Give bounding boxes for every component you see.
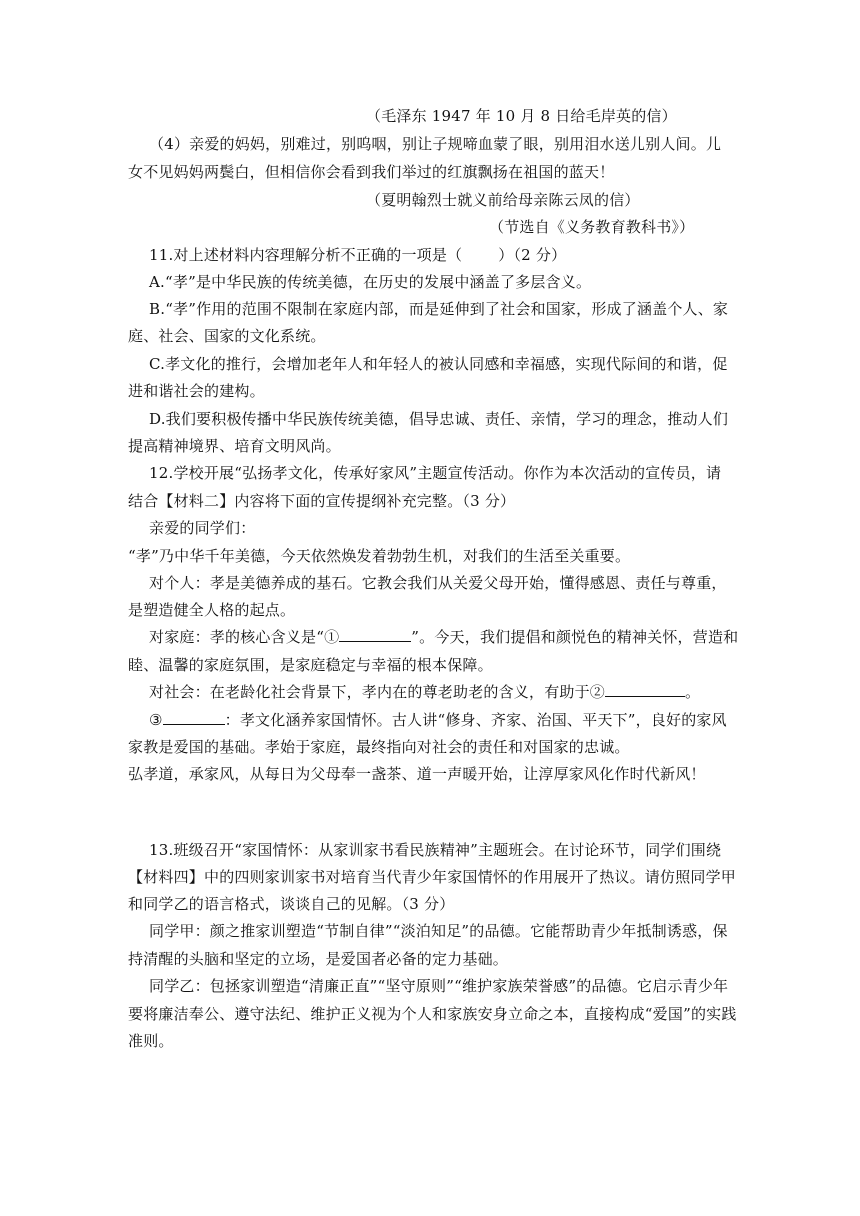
source-citation-xia: （夏明翰烈士就义前给母亲陈云凤的信） — [366, 191, 640, 209]
option-a: A.“孝”是中华民族的传统美德，在历史的发展中涵盖了多层含义。 — [149, 273, 592, 291]
student-b-line1: 同学乙：包拯家训塑造“清廉正直”“坚守原则”“维护家族荣誉感”的品德。它启示青少年 — [149, 977, 729, 995]
paragraph-letter-4-line1: （4）亲爱的妈妈，别难过，别呜咽，别让子规啼血蒙了眼，别用泪水送儿别人间。儿 — [149, 135, 722, 153]
option-d-line1: D.我们要积极传播中华民族传统美德，倡导忠诚、责任、亲情，学习的理念，推动人们 — [149, 410, 729, 428]
option-b-line1: B.“孝”作用的范围不限制在家庭内部，而是延伸到了社会和国家，形成了涵盖个人、家 — [149, 300, 729, 318]
question-13-line2: 【材料四】中的四则家训家书对培育当代青少年家国情怀的作用展开了热议。请仿照同学甲 — [128, 868, 737, 886]
outline-greeting: 亲爱的同学们： — [149, 519, 256, 537]
outline-nation-line2: 家教是爱国的基础。孝始于家庭，最终指向对社会的责任和对国家的忠诚。 — [128, 738, 630, 756]
question-12-line1: 12.学校开展“弘扬孝文化，传承好家风”主题宣传活动。你作为本次活动的宣传员，请 — [149, 464, 722, 482]
student-b-line3: 准则。 — [128, 1032, 174, 1050]
option-b-line2: 庭、社会、国家的文化系统。 — [128, 327, 326, 345]
source-citation-mao: （毛泽东 1947 年 10 月 8 日给毛岸英的信） — [366, 107, 677, 125]
option-c-line2: 进和谐社会的建构。 — [128, 382, 265, 400]
outline-family-line2: 睦、温馨的家庭氛围，是家庭稳定与幸福的根本保障。 — [128, 656, 493, 674]
fill-blank-2[interactable] — [605, 696, 685, 697]
student-a-line2: 持清醒的头脑和坚定的立场，是爱国者必备的定力基础。 — [128, 950, 509, 968]
question-11-stem: 11.对上述材料内容理解分析不正确的一项是（ ）（2 分） — [149, 246, 567, 264]
fill-blank-1[interactable] — [339, 641, 411, 642]
outline-individual-line2: 是塑造健全人格的起点。 — [128, 601, 296, 619]
option-d-line2: 提高精神境界、培育文明风尚。 — [128, 437, 341, 455]
question-13-line3: 和同学乙的语言格式，谈谈自己的见解。（3 分） — [128, 895, 455, 913]
outline-intro: “孝”乃中华千年美德，今天依然焕发着勃勃生机，对我们的生活至关重要。 — [128, 547, 631, 565]
student-b-line2: 要将廉洁奉公、遵守法纪、维护正义视为个人和家族安身立命之本，直接构成“爱国”的实践 — [128, 1005, 737, 1023]
student-a-line1: 同学甲：颜之推家训塑造“节制自律”“淡泊知足”的品德。它能帮助青少年抵制诱惑，保 — [149, 922, 728, 940]
outline-individual-line1: 对个人：孝是美德养成的基石。它教会我们从关爱父母开始，懂得感恩、责任与尊重， — [149, 574, 727, 592]
question-13-line1: 13.班级召开“家国情怀：从家训家书看民族精神”主题班会。在讨论环节，同学们围绕 — [149, 841, 722, 859]
outline-society: 对社会：在老龄化社会背景下，孝内在的尊老助老的含义，有助于② 。 — [149, 683, 701, 701]
outline-family-line1: 对家庭：孝的核心含义是“① ”。今天，我们提倡和颜悦色的精神关怀，营造和 — [149, 628, 739, 646]
option-c-line1: C.孝文化的推行，会增加老年人和年轻人的被认同感和幸福感，实现代际间的和谐，促 — [149, 355, 728, 373]
paragraph-letter-4-line2: 女不见妈妈两鬓白，但相信你会看到我们举过的红旗飘扬在祖国的蓝天！ — [128, 163, 615, 181]
outline-nation-line1: ③ ：孝文化涵养家国情怀。古人讲“修身、齐家、治国、平天下”，良好的家风 — [149, 711, 727, 729]
question-12-line2: 结合【材料二】内容将下面的宣传提纲补充完整。（3 分） — [128, 492, 516, 510]
source-citation-textbook: （节选自《义务教育教科书》） — [489, 218, 695, 236]
outline-closing: 弘孝道，承家风，从每日为父母奉一盏茶、道一声暖开始，让淳厚家风化作时代新风！ — [128, 765, 706, 783]
fill-blank-3[interactable] — [163, 724, 225, 725]
